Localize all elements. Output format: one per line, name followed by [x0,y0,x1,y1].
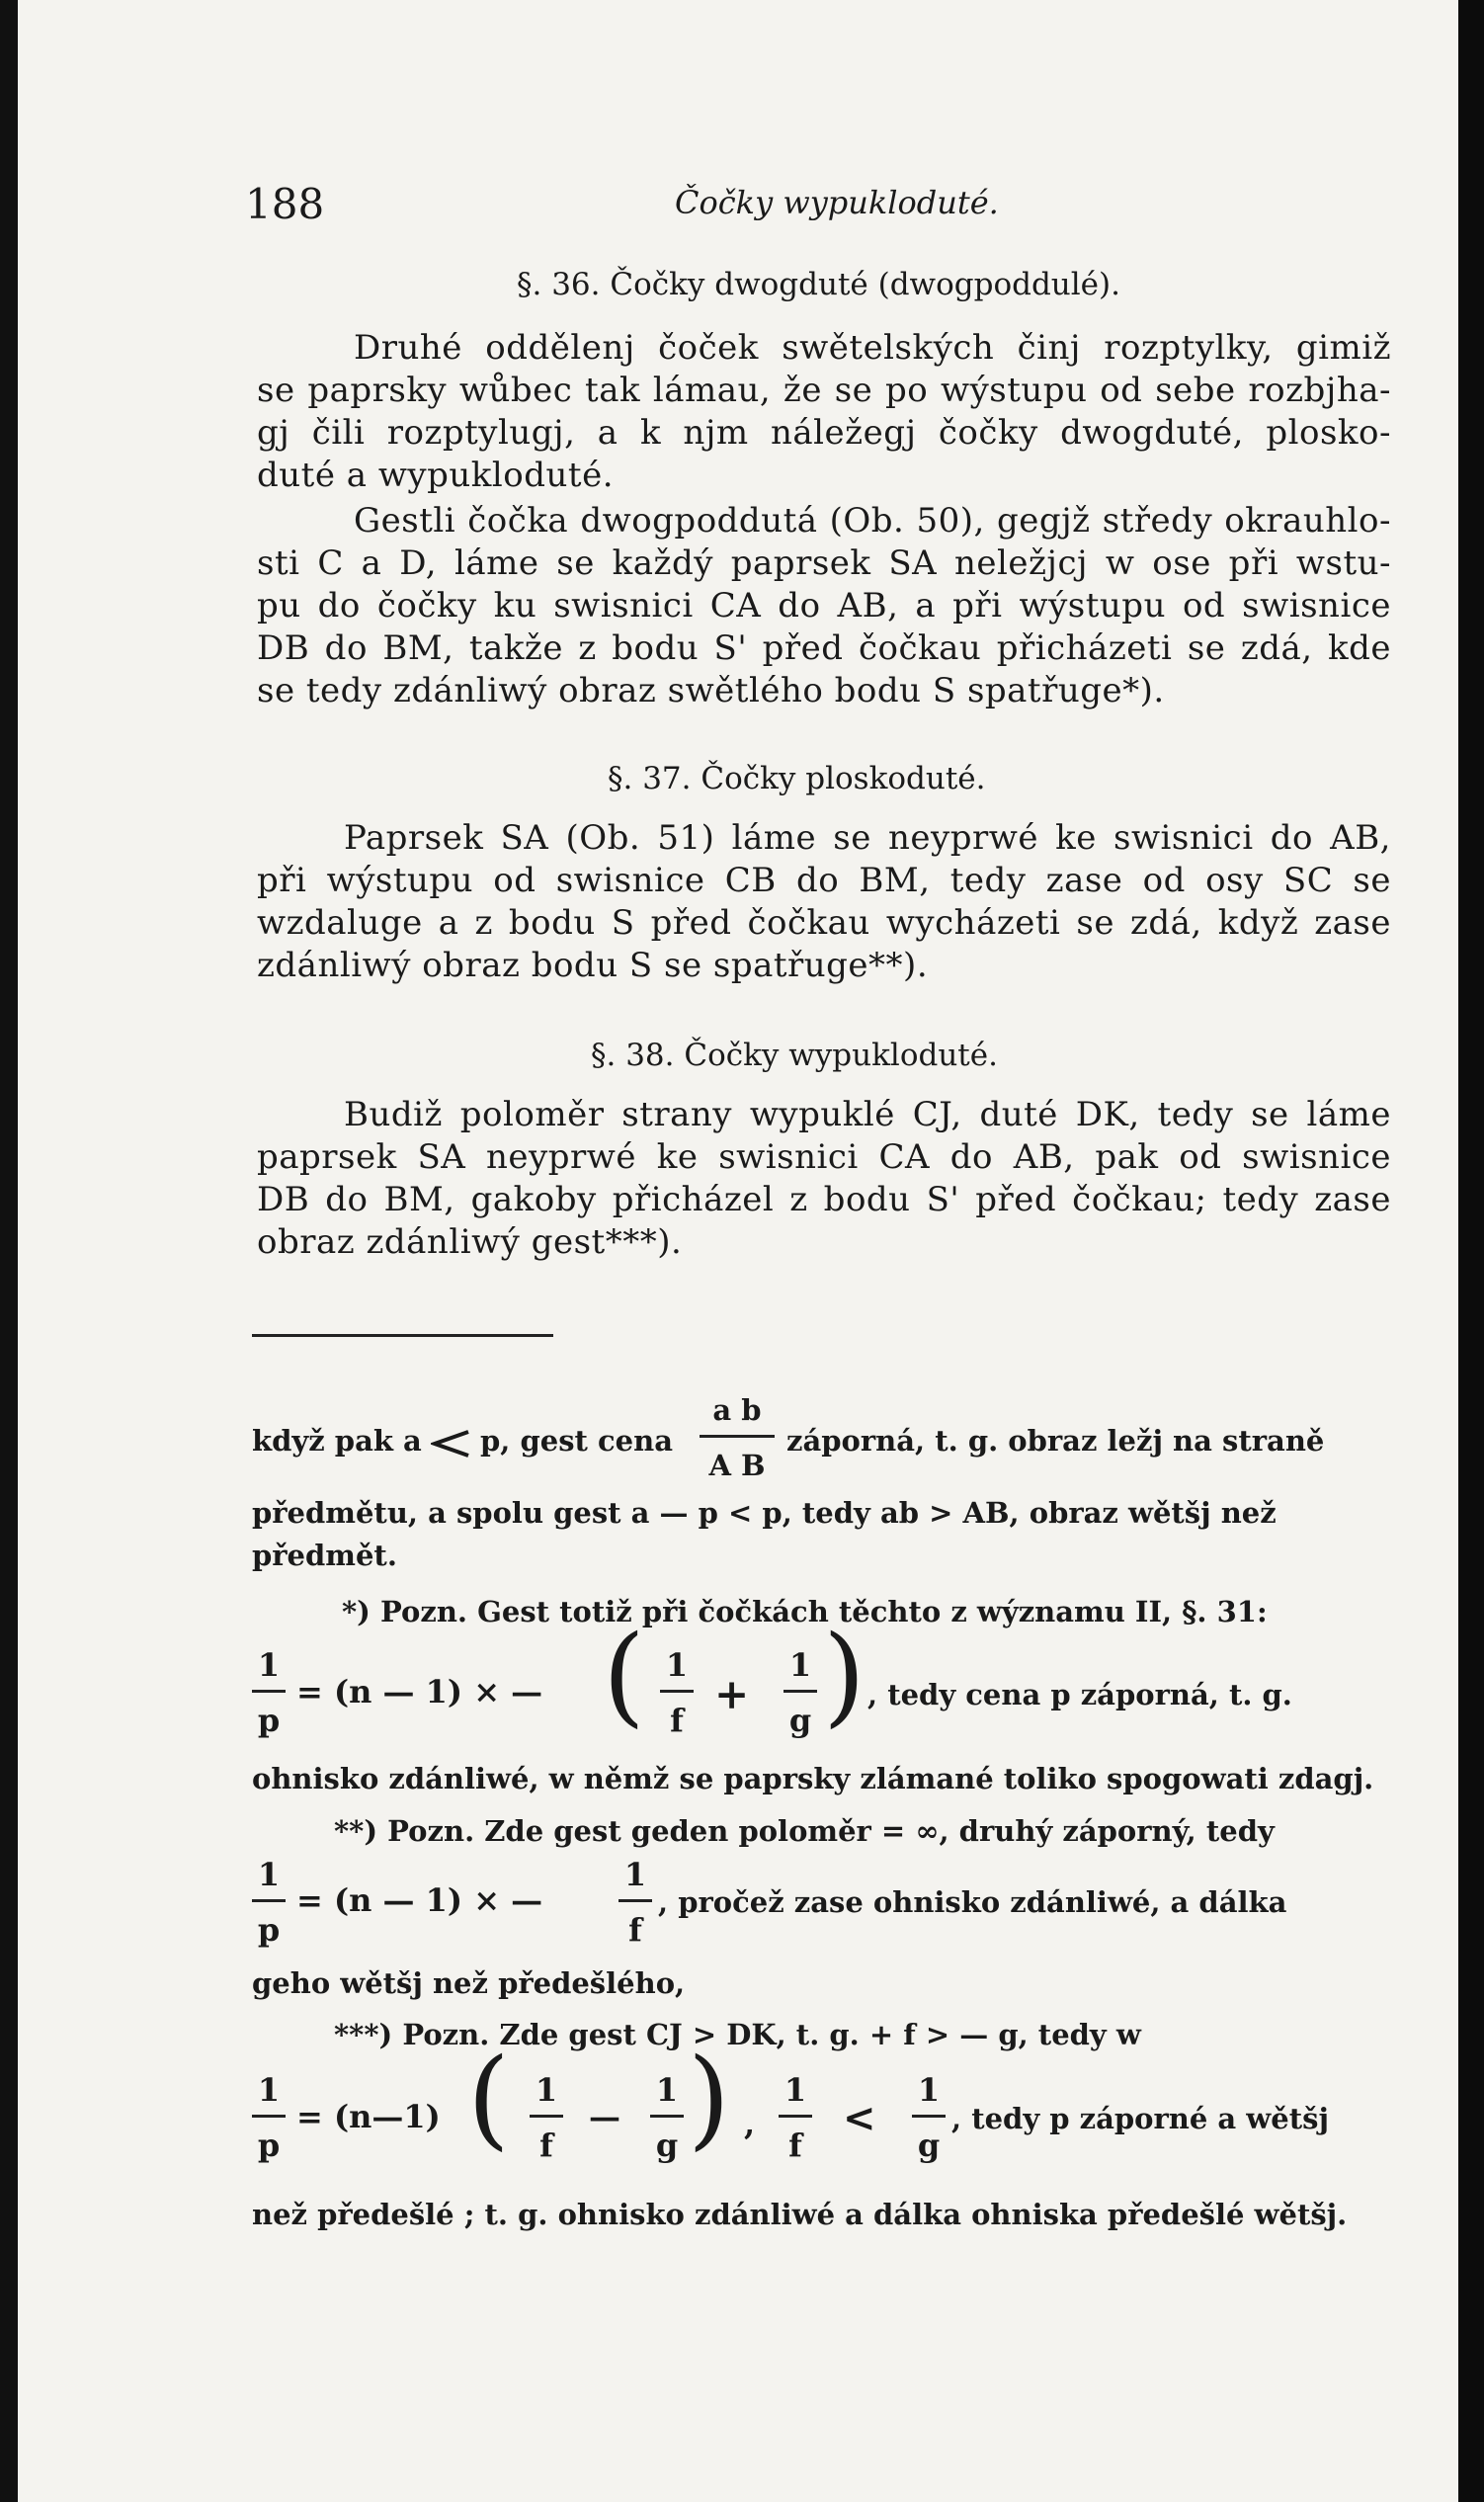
eq3-c-num: 1 [917,2071,941,2109]
eq3-g-den: g [655,2127,679,2164]
eq1-lhs-num: 1 [257,1646,281,1684]
eq3-g-num: 1 [655,2071,679,2109]
eq1-left-paren: ( [603,1612,645,1738]
eq3-lt: < [843,2095,876,2141]
section-36-line: se paprsky wůbec tak lámau, že se po wýstupu od sebe rozbjha- [257,371,1391,410]
eq3-b-num: 1 [783,2071,807,2109]
note2-end: geho wětšj než předešlého, [252,1966,686,2000]
eq3-b-den: f [788,2127,802,2164]
footnote-cont-line3: předmět. [252,1539,397,1572]
eq3-lhs-bar [252,2115,286,2118]
note3-intro: ***) Pozn. Zde gest CJ > DK, t. g. + f > — g, tedy w [334,2018,1141,2051]
eq2-tail: , pročež zase ohnisko zdánliwé, a dálka [658,1885,1287,1919]
footnote-cont-a: když pak a [252,1424,422,1458]
section-36-line: Gestli čočka dwogpoddutá (Ob. 50), gegjž středy okrauhlo- [354,501,1391,541]
eq3-c-den: g [917,2127,941,2164]
eq3-comma: , [744,2105,756,2142]
eq3-lhs-num: 1 [257,2071,281,2109]
eq1-right-paren: ) [823,1612,866,1738]
less-than-symbol [431,1429,472,1459]
section-36-line: pu do čočky ku swisnici CA do AB, a při wýstupu od swisnice [257,586,1391,626]
eq2-f-den: f [628,1911,642,1949]
footnote-separator [252,1334,553,1337]
section-37-heading: §. 37. Čočky ploskoduté. [608,761,986,796]
section-38-line: paprsek SA neyprwé ke swisnici CA do AB, pak od swisnice [257,1137,1391,1177]
eq1-lhs-bar [252,1690,286,1693]
eq1-lhs-den: p [257,1702,281,1739]
section-36-line: DB do BM, takže z bodu S' před čočkau přicházeti se zdá, kde [257,628,1391,668]
fraction-ab-numerator: a b [712,1393,762,1427]
section-36-line: Druhé oddělenj čoček swětelských činj rozptylky, gimiž [354,328,1391,368]
eq1-g-bar [783,1690,817,1693]
eq2-lhs-bar [252,1899,286,1902]
eq2-f-num: 1 [623,1856,647,1893]
eq1-g-num: 1 [788,1646,812,1684]
footnote-cont-b: p, gest cena [480,1424,673,1458]
eq1-f-bar [660,1690,694,1693]
eq3-f-den: f [539,2127,553,2164]
eq3-f-bar [530,2115,563,2118]
note2-intro: **) Pozn. Zde gest geden poloměr = ∞, druhý záporný, tedy [334,1814,1275,1848]
eq3-left-paren: ( [467,2035,510,2161]
section-37-line: Paprsek SA (Ob. 51) láme se neyprwé ke swisnici do AB, [344,818,1391,858]
eq2-mid: = (n — 1) × — [296,1881,543,1919]
eq3-f-num: 1 [535,2071,558,2109]
section-36-line: gj čili rozptylugj, a k njm náležegj čočky dwogduté, plosko- [257,413,1391,453]
section-38-heading: §. 38. Čočky wypukloduté. [591,1038,998,1073]
eq1-tail: , tedy cena p záporná, t. g. [867,1678,1292,1711]
book-page [18,0,1458,2502]
section-36-line: duté a wypukloduté. [257,456,615,495]
running-title: Čočky wypukloduté. [675,184,999,221]
fraction-ab-denominator: A B [708,1449,766,1482]
section-37-line: wzdaluge a z bodu S před čočkau wycházeti se zdá, když zase [257,903,1391,943]
fraction-ab-bar [700,1435,775,1438]
eq3-tail: , tedy p záporné a wětšj [951,2102,1329,2135]
eq3-right-paren: ) [688,2035,730,2161]
eq1-f-den: f [670,1702,684,1739]
section-37-line: zdánliwý obraz bodu S se spatřuge**). [257,946,929,985]
eq3-minus: — [589,2098,620,2135]
eq2-lhs-den: p [257,1911,281,1949]
note1-end: ohnisko zdánliwé, w němž se paprsky zlámané toliko spogowati zdagj. [252,1762,1374,1795]
section-36-line: sti C a D, láme se každý paprsek SA neležjcj w ose při wstu- [257,543,1391,583]
eq1-g-den: g [788,1702,812,1739]
eq1-mid: = (n — 1) × — [296,1673,543,1710]
section-36-line: se tedy zdánliwý obraz swětlého bodu S spatřuge*). [257,671,1165,710]
section-38-line: obraz zdánliwý gest***). [257,1222,683,1262]
eq3-c-bar [912,2115,946,2118]
section-37-line: při wýstupu od swisnice CB do BM, tedy zase od osy SC se [257,861,1391,900]
section-38-line: DB do BM, gakoby přicházel z bodu S' před čočkau; tedy zase [257,1180,1391,1219]
note1-intro: *) Pozn. Gest totiž při čočkách těchto z wýznamu II, §. 31: [342,1595,1268,1628]
eq3-b-bar [779,2115,812,2118]
eq1-f-num: 1 [665,1646,689,1684]
section-36-heading: §. 36. Čočky dwogduté (dwogpoddulé). [517,267,1120,302]
scan-border [1458,0,1484,2502]
eq1-plus: + [714,1670,750,1718]
eq3-lhs-den: p [257,2127,281,2164]
page-number: 188 [245,180,325,228]
eq3-g-bar [650,2115,684,2118]
eq2-lhs-num: 1 [257,1856,281,1893]
footnote-cont-c: záporná, t. g. obraz ležj na straně [786,1424,1325,1458]
eq3-mid: = (n—1) [296,2098,441,2135]
eq2-f-bar [618,1899,652,1902]
section-38-line: Budiž poloměr strany wypuklé CJ, duté DK, tedy se láme [344,1095,1391,1134]
note3-end: než předešlé ; t. g. ohnisko zdánliwé a dálka ohniska předešlé wětšj. [252,2198,1348,2231]
footnote-cont-line2: předmětu, a spolu gest a — p < p, tedy ab > AB, obraz wětšj než [252,1496,1277,1530]
